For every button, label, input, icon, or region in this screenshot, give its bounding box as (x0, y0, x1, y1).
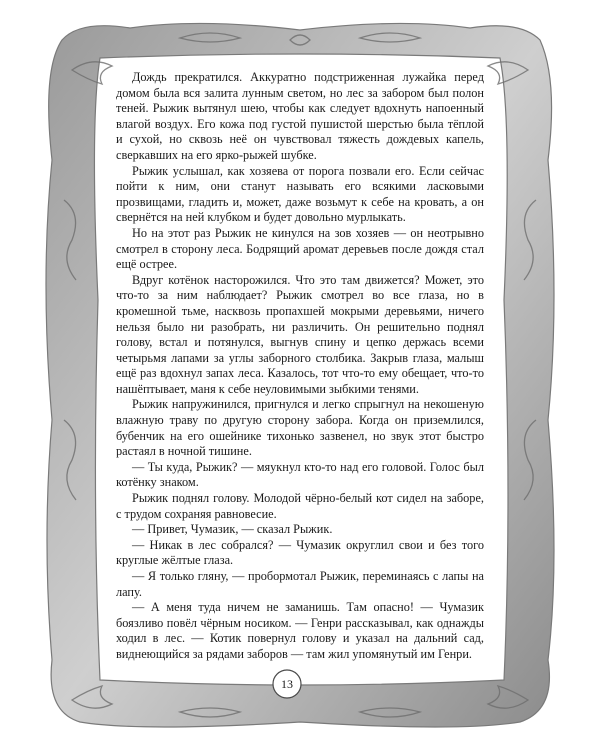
paragraph-3: Но на этот раз Рыжик не кинулся на зов хозяев — он неотрывно смотрел в сторону леса. Бодрящий аромат деревьев после дождя стал ещё острее. (116, 225, 484, 272)
paragraph-1: Дождь прекратился. Аккуратно подстриженная лужайка перед домом была вся залита лунным светом, но лес за забором был полон теней. Рыжик вытянул шею, чтобы как следует вдохнуть напоенный влагой воздух. Его кожа под густой пушистой шерстью была тёплой и сухой, но сквозь неё он чувствовал тяжесть дождевых капель, сверкавших на его ярко-рыжей шубке. (116, 70, 484, 162)
paragraph-10: — Я только гляну, — пробормотал Рыжик, переминаясь с лапы на лапу. (116, 569, 484, 599)
paragraph-6: — Ты куда, Рыжик? — мяукнул кто-то над его головой. Голос был котёнку знаком. (116, 459, 484, 490)
paragraph-4: Вдруг котёнок насторожился. Что это там движется? Может, это что-то за ним наблюдает? Рыжик смотрел во все глаза, но в кромешной тьме, насквозь пропахшей мокрыми деревьями, ничего нельзя было ни разобрать, ни различить. Он решительно поднял голову, встал и потянулся, выгнув спину и цепко держась всеми четырьмя лапами за углы заборного столбика. Закрыв глаза, малыш ещё раз вдохнул запах леса. Казалось, тот что-то ему обещает, что-то нашёптывает, маня к себе неуловимыми зыбкими тенями. (116, 272, 484, 396)
main-text (116, 70, 484, 663)
paragraph-2: Рыжик услышал, как хозяева от порога позвали его. Если сейчас пойти к ним, они станут называть его всякими ласковыми прозвищами, гладить и, может, даже возьмут к себе на кровать, а он свернётся на ней клубком и будет довольно мурлыкать. (116, 163, 484, 225)
paragraph-5: Рыжик напружинился, пригнулся и легко спрыгнул на некошеную влажную траву по другую сторону забора. Когда он приземлился, бубенчик на его ошейнике тихонько зазвенел, но звук этот быстро растаял в ночной тишине. (116, 397, 484, 459)
paragraph-7: Рыжик поднял голову. Молодой чёрно-белый кот сидел на заборе, с трудом сохраняя равновесие. (116, 491, 484, 521)
paragraph-11: — А меня туда ничем не заманишь. Там опасно! — Чумазик боязливо повёл чёрным носиком. — Генри рассказывал, как однажды ходил в лес. — Котик повернул голову и указал на дальний сад, виднеющийся за рядами заборов — там жил упомянутый им Генри. (116, 600, 484, 661)
page-number: 13 (281, 676, 293, 691)
paragraph-8: — Привет, Чумазик, — сказал Рыжик. (132, 522, 333, 537)
paragraph-9: — Никак в лес собрался? — Чумазик округлил свои и без того круглые жёлтые глаза. (116, 537, 484, 568)
